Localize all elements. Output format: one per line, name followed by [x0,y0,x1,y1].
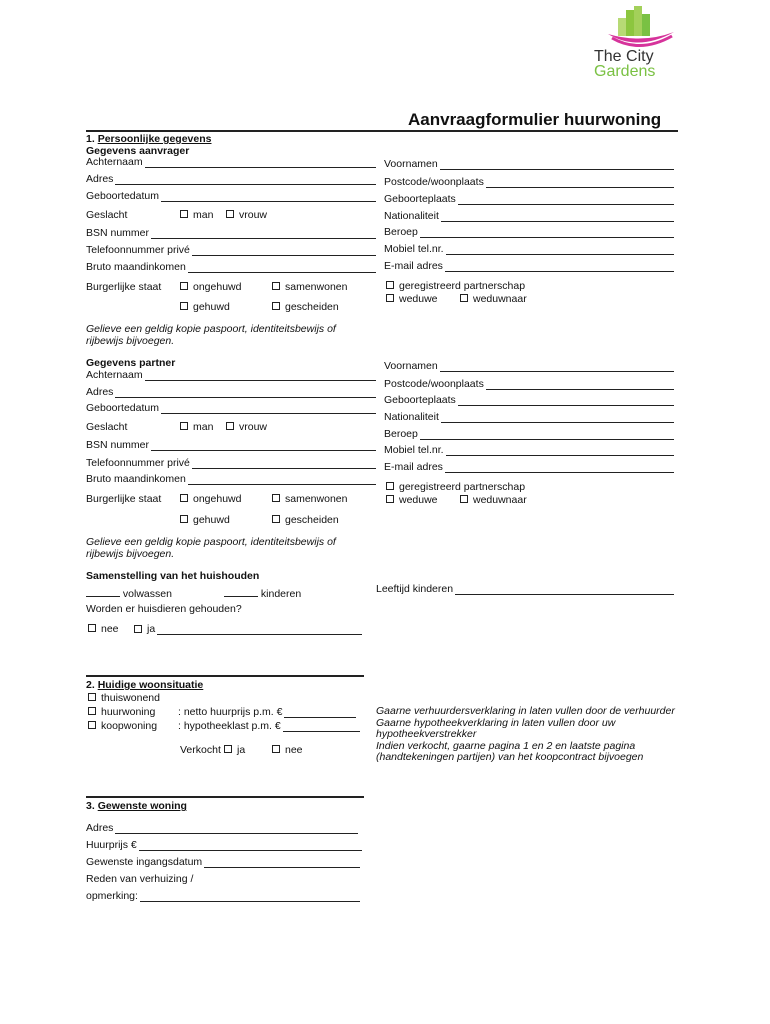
partner-weduwe-checkbox[interactable]: weduwe [386,494,438,506]
geboorteplaats-label: Geboorteplaats [384,193,456,205]
geboorteplaats-field[interactable] [384,193,674,205]
partner-partnerschap-checkbox[interactable]: geregistreerd partnerschap [386,481,525,493]
city-gardens-logo-icon [588,4,688,54]
partner-geboorteplaats-label: Geboorteplaats [384,394,456,406]
achternaam-field[interactable] [86,156,376,168]
volwassen-field[interactable]: volwassen [86,586,172,600]
hypotheek-label: : hypotheeklast p.m. € [178,720,281,732]
huisdieren-nee-checkbox[interactable]: nee [88,623,119,635]
logo-line2: Gardens [594,63,656,80]
bruto-field[interactable] [86,261,376,273]
page-title: Aanvraagformulier huurwoning [408,110,662,129]
huurprijs-label: Huurprijs € [86,839,137,851]
postcode-field[interactable] [384,176,674,188]
leeftijd-kinderen-field[interactable] [376,583,674,595]
aanvrager-subheading: Gegevens aanvrager [86,145,190,157]
mobiel-field[interactable] [384,243,674,255]
partner-geboortedatum-label: Geboortedatum [86,402,159,414]
partner-beroep-label: Beroep [384,428,418,440]
partner-nationaliteit-label: Nationaliteit [384,411,439,423]
partner-samenwonen-checkbox[interactable]: samenwonen [272,493,347,505]
gewenst-adres-label: Adres [86,822,114,834]
gescheiden-checkbox[interactable]: gescheiden [272,301,339,313]
adres-label: Adres [86,173,114,185]
verkocht-nee-checkbox[interactable]: nee [272,744,303,756]
logo-line1: The City [594,48,654,65]
partner-email-label: E-mail adres [384,461,443,473]
huisdieren-ja-field[interactable]: ja [134,623,362,635]
title-rule [86,130,678,132]
man-checkbox[interactable]: man [180,209,213,221]
mobiel-label: Mobiel tel.nr. [384,243,444,255]
postcode-label: Postcode/woonplaats [384,176,484,188]
partner-achternaam-label: Achternaam [86,369,143,381]
nationaliteit-field[interactable] [384,210,674,222]
huurwoning-checkbox[interactable]: huurwoning [88,706,155,718]
section3-rule [86,796,364,798]
partner-postcode-label: Postcode/woonplaats [384,378,484,390]
partner-tel-field[interactable] [86,457,376,469]
partner-weduwnaar-checkbox[interactable]: weduwnaar [460,494,527,506]
burg-label: Burgerlijke staat [86,281,162,293]
partner-gehuwd-checkbox[interactable]: gehuwd [180,514,230,526]
partnerschap-checkbox[interactable]: geregistreerd partnerschap [386,280,525,292]
reden-label: Reden van verhuizing / [86,873,194,885]
partner-bsn-label: BSN nummer [86,439,150,451]
bsn-field[interactable] [86,227,376,239]
partner-voornamen-label: Voornamen [384,360,438,372]
partner-burg-label: Burgerlijke staat [86,493,162,505]
partner-geboortedatum-field[interactable] [86,402,376,414]
opmerking-field[interactable] [86,890,360,902]
adres-field[interactable] [86,173,376,185]
tel-label: Telefoonnummer privé [86,244,190,256]
logo [588,4,688,84]
achternaam-label: Achternaam [86,156,143,168]
ongehuwd-checkbox[interactable]: ongehuwd [180,281,241,293]
partner-gescheiden-checkbox[interactable]: gescheiden [272,514,339,526]
partner-vrouw-checkbox[interactable]: vrouw [226,421,267,433]
hypotheeklast-field[interactable] [178,720,360,732]
partner-subheading: Gegevens partner [86,357,176,369]
nationaliteit-label: Nationaliteit [384,210,439,222]
vrouw-checkbox[interactable]: vrouw [226,209,267,221]
partner-mobiel-field[interactable] [384,444,674,456]
voornamen-label: Voornamen [384,158,438,170]
partner-achternaam-field[interactable] [86,369,376,381]
verkocht-ja-checkbox[interactable]: ja [224,744,245,756]
huisdieren-question: Worden er huisdieren gehouden? [86,603,242,615]
bsn-label: BSN nummer [86,227,150,239]
partner-geslacht-label: Geslacht [86,421,128,433]
leeftijd-label: Leeftijd kinderen [376,583,454,595]
gewenst-adres-field[interactable] [86,822,358,834]
weduwnaar-checkbox[interactable]: weduwnaar [460,293,527,305]
koopwoning-checkbox[interactable]: koopwoning [88,720,157,732]
ingang-label: Gewenste ingangsdatum [86,856,203,868]
netto-huurprijs-field[interactable] [178,706,356,718]
geboortedatum-field[interactable] [86,190,376,202]
netto-label: : netto huurprijs p.m. € [178,706,283,718]
email-label: E-mail adres [384,260,443,272]
gehuwd-checkbox[interactable]: gehuwd [180,301,230,313]
partner-adres-label: Adres [86,386,114,398]
section2-notes: Gaarne verhuurdersverklaring in laten vullen door de verhuurder Gaarne hypotheekverklaring in laten vullen door uw hypotheekverstrekker Indien verkocht, gaarne pagina 1 en 2 en laatste pagina (handtekeningen partijen) van het koopcontract bijvoegen [376,705,675,763]
partner-man-checkbox[interactable]: man [180,421,213,433]
verkocht-label: Verkocht [180,744,221,756]
samenwonen-checkbox[interactable]: samenwonen [272,281,347,293]
thuiswonend-checkbox[interactable]: thuiswonend [88,692,160,704]
beroep-field[interactable] [384,226,674,238]
tel-field[interactable] [86,244,376,256]
partner-note: Gelieve een geldig kopie paspoort, identiteitsbewijs of rijbewijs bijvoegen. [86,536,336,560]
partner-beroep-field[interactable] [384,428,674,440]
partner-email-field[interactable] [384,461,674,473]
partner-tel-label: Telefoonnummer privé [86,457,190,469]
partner-adres-field[interactable] [86,386,376,398]
huishouden-heading: Samenstelling van het huishouden [86,570,260,582]
email-field[interactable] [384,260,674,272]
huurprijs-field[interactable] [86,839,362,851]
section3-heading: 3. Gewenste woning [86,800,187,812]
partner-bruto-field[interactable] [86,473,376,485]
geslacht-label: Geslacht [86,209,128,221]
weduwe-checkbox[interactable]: weduwe [386,293,438,305]
partner-geboorteplaats-field[interactable] [384,394,674,406]
opmerking-label: opmerking: [86,890,138,902]
partner-bruto-label: Bruto maandinkomen [86,473,186,485]
aanvrager-note: Gelieve een geldig kopie paspoort, identiteitsbewijs of rijbewijs bijvoegen. [86,323,336,347]
partner-postcode-field[interactable] [384,378,674,390]
bruto-label: Bruto maandinkomen [86,261,186,273]
partner-nationaliteit-field[interactable] [384,411,674,423]
partner-ongehuwd-checkbox[interactable]: ongehuwd [180,493,241,505]
section2-rule [86,675,364,677]
partner-bsn-field[interactable] [86,439,376,451]
section2-heading: 2. Huidige woonsituatie [86,679,204,691]
section1-heading: 1. Persoonlijke gegevens [86,133,212,145]
ingangsdatum-field[interactable] [86,856,360,868]
partner-mobiel-label: Mobiel tel.nr. [384,444,444,456]
kinderen-field[interactable]: kinderen [224,586,301,600]
voornamen-field[interactable] [384,158,674,170]
partner-voornamen-field[interactable] [384,360,674,372]
geboortedatum-label: Geboortedatum [86,190,159,202]
beroep-label: Beroep [384,226,418,238]
